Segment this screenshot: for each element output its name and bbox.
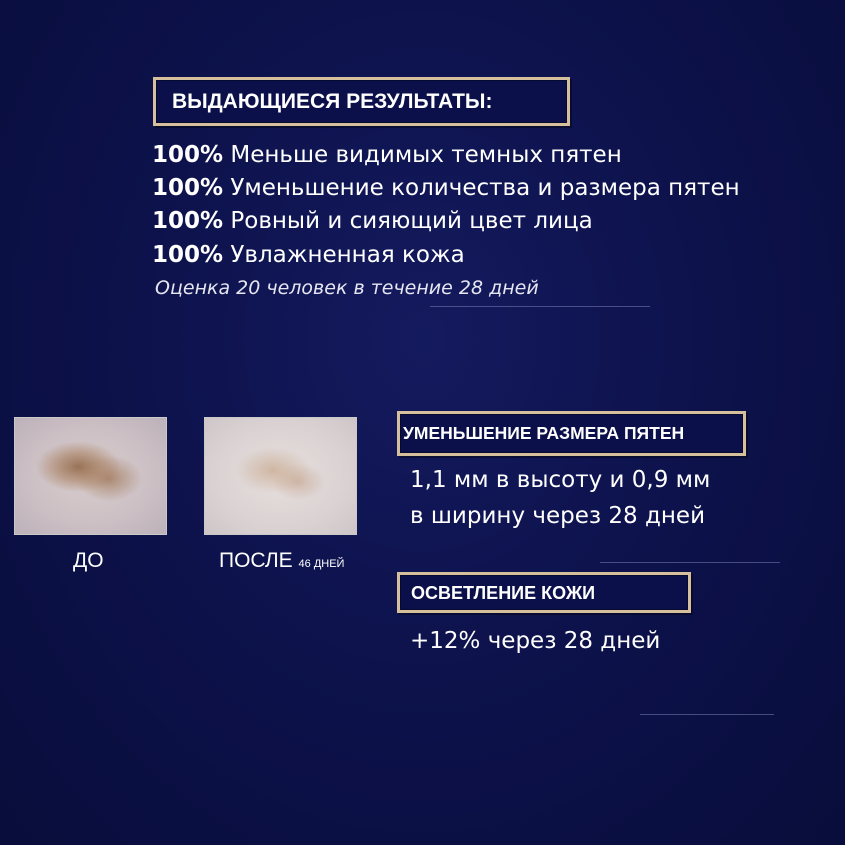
skin-light-line: +12% через 28 дней xyxy=(410,628,661,654)
results-heading: ВЫДАЮЩИЕСЯ РЕЗУЛЬТАТЫ: xyxy=(153,77,570,126)
study-note: Оценка 20 человек в течение 28 дней xyxy=(155,277,539,299)
result-item xyxy=(152,208,593,234)
result-percent: 100% xyxy=(152,208,224,234)
result-item xyxy=(152,175,740,201)
result-text: Меньше видимых темных пятен xyxy=(230,142,622,168)
before-photo xyxy=(14,417,167,535)
result-percent: 100% xyxy=(152,142,224,168)
divider xyxy=(430,306,650,307)
after-caption-label: ПОСЛЕ xyxy=(219,549,293,572)
after-caption-days: 46 ДНЕЙ xyxy=(298,558,345,570)
result-text: Уменьшение количества и размера пятен xyxy=(230,175,740,201)
result-item xyxy=(152,142,622,168)
result-percent: 100% xyxy=(152,175,224,201)
result-text: Ровный и сияющий цвет лица xyxy=(230,208,593,234)
result-item xyxy=(152,242,465,268)
result-text: Увлажненная кожа xyxy=(230,242,465,268)
divider xyxy=(640,714,774,715)
skin-light-heading: ОСВЕТЛЕНИЕ КОЖИ xyxy=(397,572,691,613)
before-caption: ДО xyxy=(73,549,104,572)
after-photo xyxy=(204,417,357,535)
spot-size-heading: УМЕНЬШЕНИЕ РАЗМЕРА ПЯТЕН xyxy=(397,411,746,456)
spot-size-line-1: 1,1 мм в высоту и 0,9 мм xyxy=(410,467,711,493)
result-percent: 100% xyxy=(152,242,224,268)
after-caption xyxy=(219,549,344,573)
spot-size-line-2: в ширину через 28 дней xyxy=(410,503,706,529)
divider xyxy=(600,562,780,563)
